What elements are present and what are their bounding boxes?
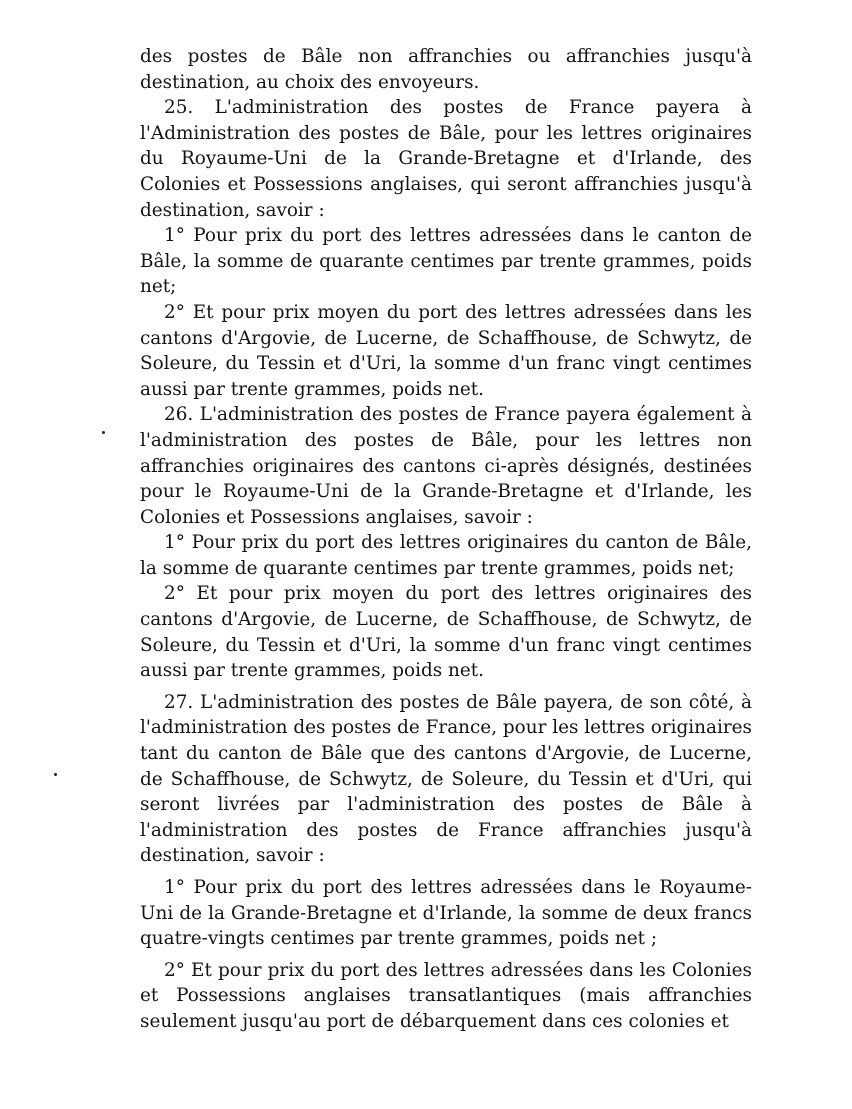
article-25-item-1: 1° Pour prix du port des lettres adressées dans le canton de Bâle, la somme de quarante centimes par trente grammes, poids net;	[140, 225, 752, 298]
article-25: 25. L'administration des postes de France payera à l'Administration des postes de Bâle, pour les lettres originaires du Royaume-Uni de la Grande-Bretagne et d'Irlande, des Colonies et Possessions anglaises, qui seront affranchies jusqu'à destination, savoir :	[140, 97, 752, 221]
article-27: 27. L'administration des postes de Bâle payera, de son côté, à l'administration des postes de France, pour les lettres originaires tant du canton de Bâle que des cantons d'Argovie, de Lucerne, de Schaffhouse, de Schwytz, de Soleure, du Tessin et d'Uri, qui seront livrées par l'administration des postes de Bâle à l'administration des postes de France affranchies jusqu'à destination, savoir :	[140, 691, 752, 867]
article-26-item-1: 1° Pour prix du port des lettres originaires du canton de Bâle, la somme de quarante centimes par trente grammes, poids net;	[140, 532, 752, 579]
article-26: 26. L'administration des postes de France payera également à l'administration des postes de Bâle, pour les lettres non affranchies originaires des cantons ci-après désignés, destinées pour le Royaume-Uni de la Grande-Bretagne et d'Irlande, les Colonies et Possessions anglaises, savoir :	[140, 404, 752, 528]
article-27-item-1: 1° Pour prix du port des lettres adressées dans le Royaume-Uni de la Grande-Bretagne et d'Irlande, la somme de deux francs quatre-vingts centimes par trente grammes, poids net ;	[140, 877, 752, 950]
ink-speck	[54, 773, 57, 776]
ink-speck	[102, 431, 105, 434]
document-body	[140, 44, 752, 1035]
article-26-item-2: 2° Et pour prix moyen du port des lettres originaires des cantons d'Argovie, de Lucerne, de Schaffhouse, de Schwytz, de Soleure, du Tessin et d'Uri, la somme d'un franc vingt centimes aussi par trente grammes, poids net.	[140, 583, 752, 682]
article-27-item-2: 2° Et pour prix du port des lettres adressées dans les Colonies et Possessions anglaises transatlantiques (mais affranchies seulement jusqu'au port de débarquement dans ces colonies et	[140, 959, 752, 1032]
article-25-item-2: 2° Et pour prix moyen du port des lettres adressées dans les cantons d'Argovie, de Lucerne, de Schaffhouse, de Schwytz, de Soleure, du Tessin et d'Uri, la somme d'un franc vingt centimes aussi par trente grammes, poids net.	[140, 301, 752, 400]
paragraph-continuation: des postes de Bâle non affranchies ou affranchies jusqu'à destination, au choix des envoyeurs.	[140, 46, 752, 93]
